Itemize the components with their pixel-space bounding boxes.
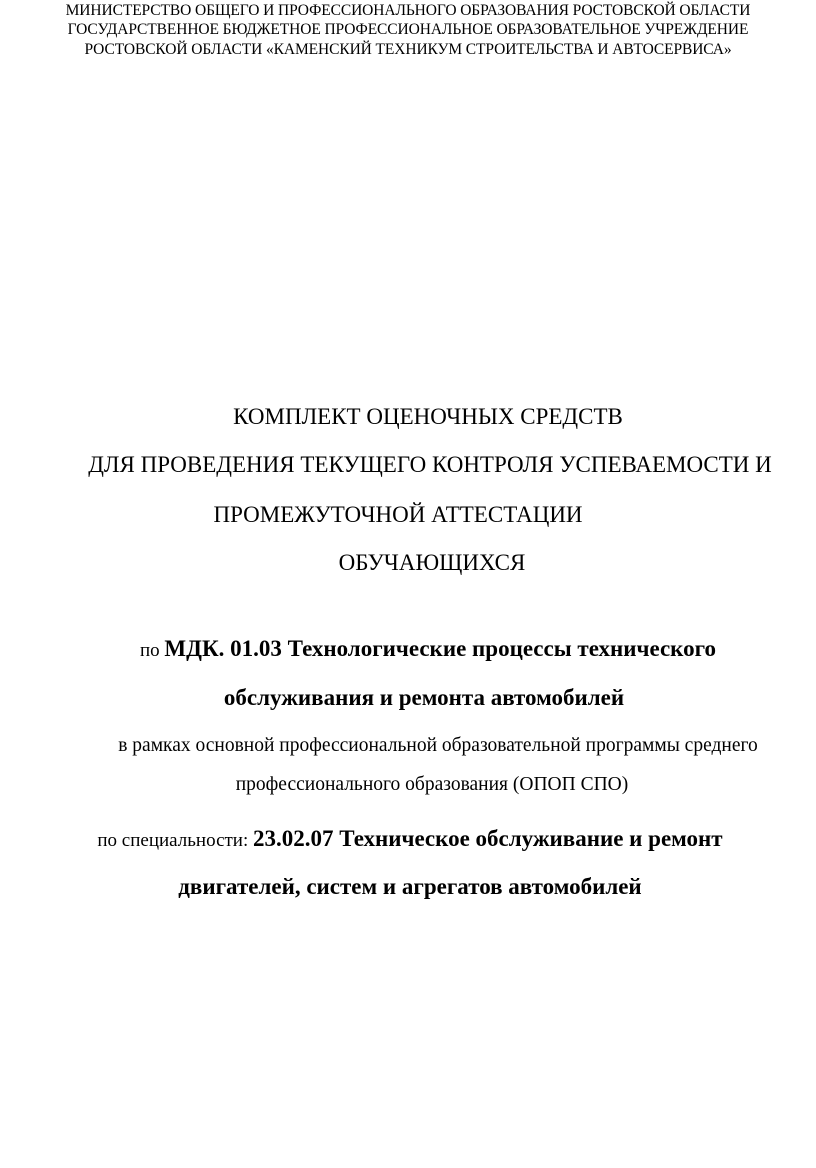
institution-name-header: РОСТОВСКОЙ ОБЛАСТИ «КАМЕНСКИЙ ТЕХНИКУМ СТРОИТЕЛЬСТВА И АВТОСЕРВИСА»	[84, 41, 732, 58]
institution-type-header: ГОСУДАРСТВЕННОЕ БЮДЖЕТНОЕ ПРОФЕССИОНАЛЬНОЕ ОБРАЗОВАТЕЛЬНОЕ УЧРЕЖДЕНИЕ	[67, 21, 749, 38]
specialty-line-1	[2, 824, 816, 856]
title-line-4: ОБУЧАЮЩИХСЯ	[338, 550, 526, 575]
title-line-2: ДЛЯ ПРОВЕДЕНИЯ ТЕКУЩЕГО КОНТРОЛЯ УСПЕВАЕМОСТИ И	[88, 452, 772, 477]
ministry-header: МИНИСТЕРСТВО ОБЩЕГО И ПРОФЕССИОНАЛЬНОГО ОБРАЗОВАНИЯ РОСТОВСКОЙ ОБЛАСТИ	[65, 2, 751, 19]
subject-line-2: обслуживания и ремонта автомобилей	[223, 685, 625, 710]
specialty-code-title: 23.02.07 Техническое обслуживание и ремонт	[253, 826, 723, 851]
subject-title: МДК. 01.03 Технологические процессы технического	[164, 636, 716, 661]
subject-prefix: по	[140, 640, 165, 661]
subject-line-1	[20, 634, 816, 666]
title-line-1: КОМПЛЕКТ ОЦЕНОЧНЫХ СРЕДСТВ	[233, 404, 623, 429]
program-line-2: профессионального образования (ОПОП СПО)	[235, 774, 629, 795]
program-line-1: в рамках основной профессиональной образовательной программы среднего	[118, 735, 758, 756]
specialty-prefix: по специальности:	[97, 830, 253, 851]
specialty-line-2: двигателей, систем и агрегатов автомобилей	[178, 874, 642, 899]
title-line-3: ПРОМЕЖУТОЧНОЙ АТТЕСТАЦИИ	[213, 502, 583, 527]
